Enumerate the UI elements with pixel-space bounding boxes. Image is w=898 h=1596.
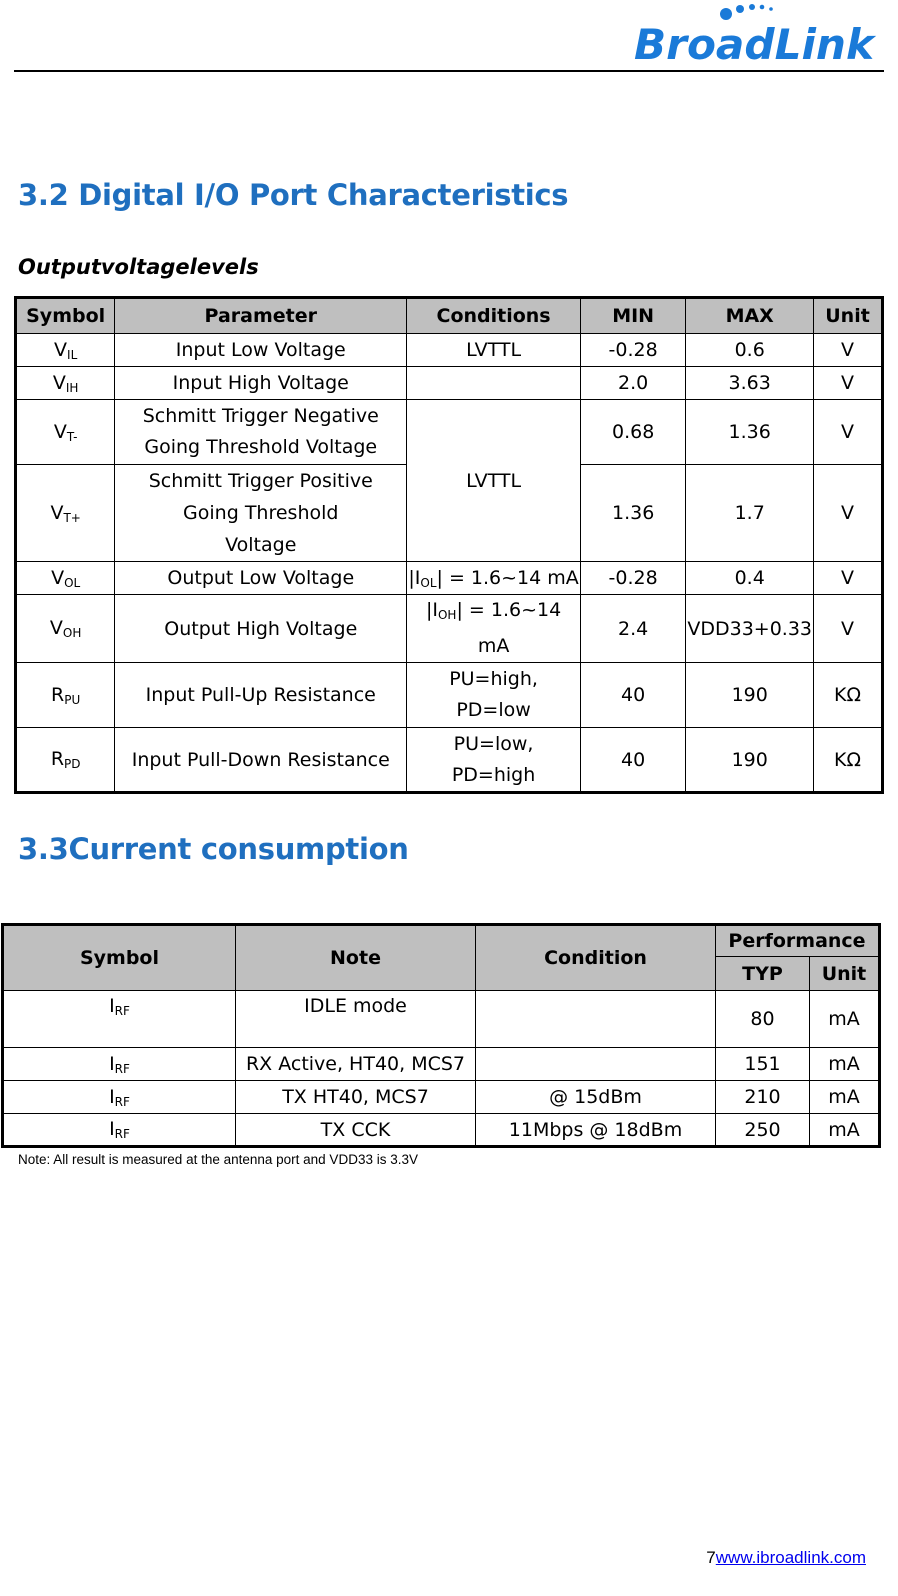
col-header: Conditions <box>407 298 581 334</box>
col-header: Note <box>236 925 476 991</box>
cond-cell <box>407 367 581 400</box>
param-cell: Schmitt Trigger Negative Going Threshold Voltage <box>115 400 407 465</box>
max-cell: 0.6 <box>686 334 814 367</box>
col-header: Unit <box>814 298 883 334</box>
typ-cell: 80 <box>716 991 810 1048</box>
footnote: Note: All result is measured at the antenna port and VDD33 is 3.3V <box>18 1152 418 1167</box>
note-cell: IDLE mode <box>236 991 476 1048</box>
min-cell: 2.0 <box>580 367 685 400</box>
unit-cell: V <box>814 562 883 595</box>
symbol-cell: $I_{RF}$ <box>3 1048 236 1081</box>
note-cell: TX HT40, MCS7 <box>236 1081 476 1114</box>
table-subtitle: Outputvoltagelevels <box>18 255 259 279</box>
unit-cell: mA <box>810 1081 880 1114</box>
header-rule <box>14 70 884 72</box>
max-cell: 0.4 <box>686 562 814 595</box>
min-cell: 1.36 <box>580 465 685 562</box>
unit-cell: mA <box>810 991 880 1048</box>
col-header: MIN <box>580 298 685 334</box>
col-header: Symbol <box>3 925 236 991</box>
page-number: 7 <box>706 1548 716 1567</box>
symbol-cell: $R_{PD}$ <box>16 728 115 793</box>
symbol-cell: $V_{IL}$ <box>16 334 115 367</box>
unit-cell: mA <box>810 1114 880 1147</box>
symbol-cell: $V_{T+}$ <box>16 465 115 562</box>
section-heading-digital-io: 3.2 Digital I/O Port Characteristics <box>18 178 569 212</box>
typ-cell: 250 <box>716 1114 810 1147</box>
section-heading-current-consumption: 3.3Current consumption <box>18 832 409 866</box>
note-cell: RX Active, HT40, MCS7 <box>236 1048 476 1081</box>
cond-cell: @ 15dBm <box>476 1081 716 1114</box>
table-row <box>16 562 883 595</box>
unit-cell: V <box>814 595 883 663</box>
table-header-row <box>3 925 880 957</box>
col-header: Condition <box>476 925 716 991</box>
param-cell: Input High Voltage <box>115 367 407 400</box>
symbol-cell: $I_{RF}$ <box>3 991 236 1048</box>
max-cell: 190 <box>686 728 814 793</box>
table-row <box>16 728 883 793</box>
cond-cell: PU=low, PD=high <box>407 728 581 793</box>
typ-cell: 210 <box>716 1081 810 1114</box>
param-cell: Input Low Voltage <box>115 334 407 367</box>
website-link[interactable]: www.ibroadlink.com <box>715 1548 866 1567</box>
unit-cell: V <box>814 465 883 562</box>
table-row <box>16 334 883 367</box>
unit-cell: KΩ <box>814 728 883 793</box>
max-cell: VDD33+0.33 <box>686 595 814 663</box>
min-cell: 2.4 <box>580 595 685 663</box>
unit-cell: V <box>814 367 883 400</box>
table-row <box>16 663 883 728</box>
logo-text: BroadLink <box>634 20 878 66</box>
digital-io-table <box>14 296 884 794</box>
cond-cell: 11Mbps @ 18dBm <box>476 1114 716 1147</box>
table-row <box>3 991 880 1048</box>
cond-cell: LVTTL <box>407 400 581 562</box>
table-row <box>3 1114 880 1147</box>
table-row <box>16 400 883 465</box>
cond-cell: LVTTL <box>407 334 581 367</box>
unit-cell: V <box>814 400 883 465</box>
typ-cell: 151 <box>716 1048 810 1081</box>
symbol-cell: $I_{RF}$ <box>3 1114 236 1147</box>
unit-cell: KΩ <box>814 663 883 728</box>
max-cell: 3.63 <box>686 367 814 400</box>
col-header: Symbol <box>16 298 115 334</box>
param-cell: Input Pull-Down Resistance <box>115 728 407 793</box>
cond-cell <box>476 1048 716 1081</box>
symbol-cell: $V_{OH}$ <box>16 595 115 663</box>
col-header: MAX <box>686 298 814 334</box>
table-header-row <box>16 298 883 334</box>
current-consumption-table <box>1 923 881 1148</box>
col-header: Parameter <box>115 298 407 334</box>
param-cell: Output High Voltage <box>115 595 407 663</box>
min-cell: -0.28 <box>580 562 685 595</box>
min-cell: 40 <box>580 663 685 728</box>
param-cell: Output Low Voltage <box>115 562 407 595</box>
symbol-cell: $V_{OL}$ <box>16 562 115 595</box>
broadlink-logo <box>634 4 880 66</box>
param-cell: Schmitt Trigger Positive Going Threshold Voltage <box>115 465 407 562</box>
unit-cell: V <box>814 334 883 367</box>
table-row <box>3 1081 880 1114</box>
table-row <box>3 1048 880 1081</box>
max-cell: 1.7 <box>686 465 814 562</box>
min-cell: 40 <box>580 728 685 793</box>
col-header: Performance <box>716 925 880 957</box>
min-cell: 0.68 <box>580 400 685 465</box>
page-footer <box>706 1548 866 1568</box>
cond-cell <box>476 991 716 1048</box>
col-header: Unit <box>810 957 880 991</box>
max-cell: 190 <box>686 663 814 728</box>
max-cell: 1.36 <box>686 400 814 465</box>
table-row <box>16 367 883 400</box>
col-header: TYP <box>716 957 810 991</box>
param-cell: Input Pull-Up Resistance <box>115 663 407 728</box>
symbol-cell: $I_{RF}$ <box>3 1081 236 1114</box>
unit-cell: mA <box>810 1048 880 1081</box>
symbol-cell: $R_{PU}$ <box>16 663 115 728</box>
cond-cell: $|I_{OL}|$ = 1.6~14 mA <box>407 562 581 595</box>
table-row <box>16 595 883 663</box>
symbol-cell: $V_{IH}$ <box>16 367 115 400</box>
symbol-cell: $V_{T-}$ <box>16 400 115 465</box>
cond-cell: PU=high, PD=low <box>407 663 581 728</box>
cond-cell: $|I_{OH}|$ = 1.6~14 mA <box>407 595 581 663</box>
note-cell: TX CCK <box>236 1114 476 1147</box>
min-cell: -0.28 <box>580 334 685 367</box>
